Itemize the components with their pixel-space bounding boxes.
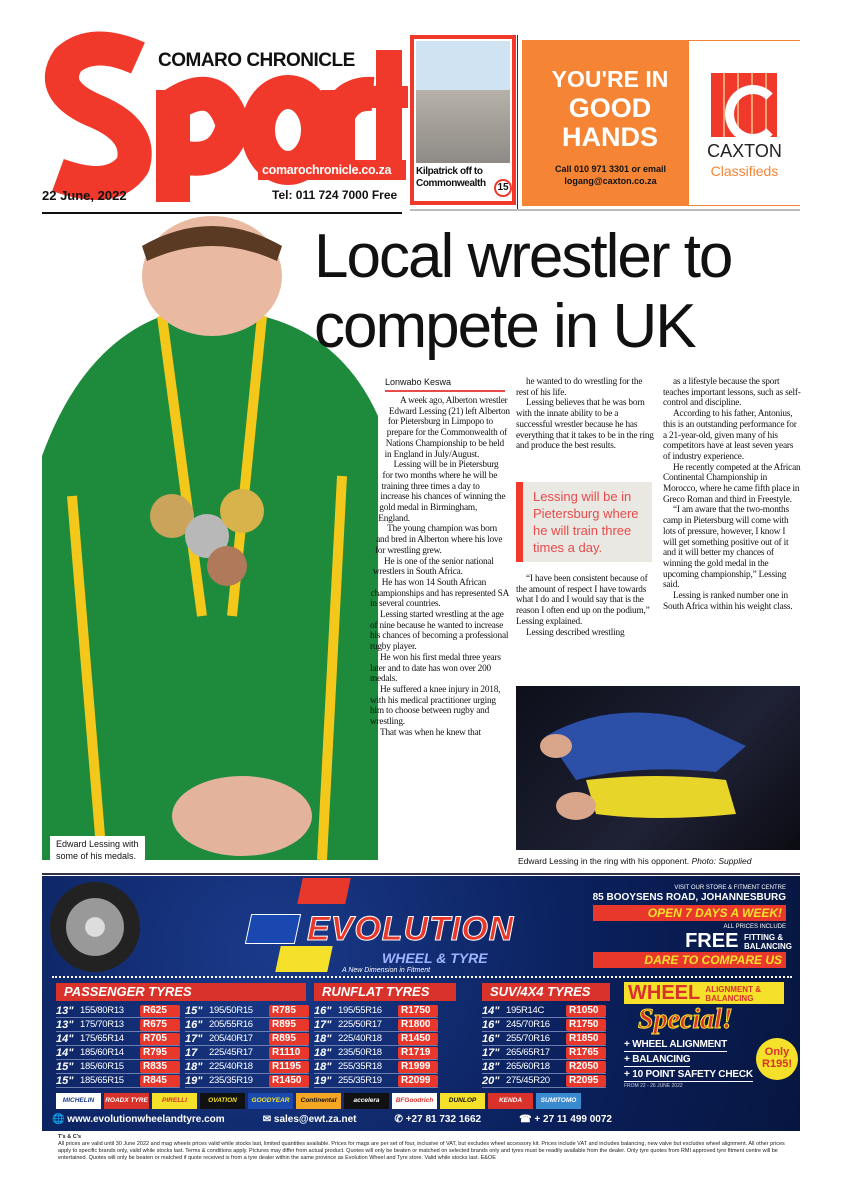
paragraph: The young champion was born and bred in Alberton where his love for wrestling grew. bbox=[375, 524, 503, 556]
tyre-price: R705 bbox=[140, 1033, 180, 1045]
tyre-size: 16" bbox=[185, 1018, 203, 1031]
tyre-price: R625 bbox=[140, 1005, 180, 1017]
website-link[interactable]: 🌐 www.evolutionwheelandtyre.com bbox=[52, 1114, 225, 1125]
tyre-code: 205/40R17 bbox=[209, 1033, 253, 1044]
tyre-size: 17" bbox=[314, 1018, 332, 1031]
paragraph: He is one of the senior national wrestlers in South Africa. bbox=[372, 556, 494, 578]
tyre-size: 14" bbox=[482, 1004, 500, 1017]
paragraph: That was when he knew that bbox=[380, 727, 481, 738]
tyre-size: 16" bbox=[314, 1004, 332, 1017]
section-runflat: RUNFLAT TYRES bbox=[314, 983, 456, 1001]
tyre-code: 185/60R14 bbox=[80, 1047, 124, 1058]
tyre-price: R895 bbox=[269, 1019, 309, 1031]
tyre-size: 19" bbox=[314, 1074, 332, 1087]
tyre-code: 225/40R18 bbox=[338, 1033, 382, 1044]
masthead-title: COMARO CHRONICLE bbox=[158, 50, 355, 71]
caxton-logo-icon bbox=[711, 73, 777, 137]
paragraph: He has won 14 South African championships and has represented SA in several countries. bbox=[370, 577, 509, 610]
article-headline: Local wrestler to compete in UK bbox=[314, 222, 732, 361]
tyre-price: R835 bbox=[140, 1061, 180, 1073]
tyre-price: R1450 bbox=[398, 1033, 438, 1045]
price-row bbox=[56, 1046, 180, 1060]
tyre-icon bbox=[50, 882, 140, 972]
price-row bbox=[56, 1060, 180, 1074]
logo-sub: WHEEL & TYRE bbox=[382, 950, 488, 966]
masthead-tel: Tel: 011 724 7000 Free bbox=[272, 188, 398, 202]
paragraph: Lessing described wrestling bbox=[526, 627, 625, 638]
section-passenger: PASSENGER TYRES bbox=[56, 983, 306, 1001]
price-row bbox=[56, 1074, 180, 1088]
paragraph: According to his father, Antonius, this is an outstanding performance for a 21-year-old, given many of his competitors have at least seven years of industry experience. bbox=[663, 409, 797, 462]
tyre-size: 16" bbox=[482, 1018, 500, 1031]
logo-tagline: A New Dimension in Fitment bbox=[342, 967, 431, 974]
paragraph: He suffered a knee injury in 2018, with his medical practitioner urging him to choose between rugby and wrestling. bbox=[370, 684, 501, 728]
ad-headline: YOU'RE IN GOOD HANDS bbox=[551, 66, 669, 152]
photo2-caption: Edward Lessing in the ring with his opponent. Photo: Supplied bbox=[518, 856, 752, 866]
tyre-price: R895 bbox=[269, 1033, 309, 1045]
tyre-price: R2099 bbox=[398, 1075, 438, 1087]
wheel-special: WHEEL ALIGNMENT & BALANCING Special! + WHEEL ALIGNMENT + BALANCING + 10 POINT SAFETY CHECK Only R195! FROM 22 - 26 JUNE 2022 bbox=[622, 982, 798, 1092]
price-row bbox=[185, 1018, 309, 1032]
issue-date: 22 June, 2022 bbox=[42, 188, 127, 203]
tyre-code: 225/45R17 bbox=[209, 1047, 253, 1058]
price-row bbox=[482, 1074, 606, 1088]
price-row bbox=[482, 1004, 606, 1018]
tyre-size: 14" bbox=[56, 1046, 74, 1059]
article-column-2b bbox=[516, 574, 654, 638]
paragraph: as a lifestyle because the sport teaches important lessons, such as self-control and discipline. bbox=[663, 377, 801, 409]
brand-logo: KENDA bbox=[488, 1093, 533, 1109]
tyre-code: 235/35R19 bbox=[209, 1075, 253, 1086]
brand-logo: OVATION bbox=[200, 1093, 245, 1109]
price-row bbox=[482, 1032, 606, 1046]
tyre-code: 185/65R15 bbox=[80, 1075, 124, 1086]
tyre-price: R1765 bbox=[566, 1047, 606, 1059]
tyre-code: 225/50R17 bbox=[338, 1019, 382, 1030]
price-row bbox=[56, 1004, 180, 1018]
tyre-code: 175/70R13 bbox=[80, 1019, 124, 1030]
tyre-size: 14" bbox=[56, 1032, 74, 1045]
caxton-ad[interactable] bbox=[522, 40, 800, 206]
tyre-size: 17" bbox=[185, 1032, 203, 1045]
tyre-code: 205/55R16 bbox=[209, 1019, 253, 1030]
tyre-code: 255/35R18 bbox=[338, 1061, 382, 1072]
divider bbox=[517, 35, 518, 210]
caxton-brand: CAXTON bbox=[707, 141, 782, 161]
tyre-code: 175/65R14 bbox=[80, 1033, 124, 1044]
brand-logo: ROADX TYRE bbox=[104, 1093, 149, 1109]
price-row bbox=[314, 1018, 438, 1032]
tyre-price: R1050 bbox=[566, 1005, 606, 1017]
tyre-size: 17 bbox=[185, 1046, 198, 1059]
paragraph: Lessing started wrestling at the age of nine because he wanted to increase his chances of becoming a professional rugby player. bbox=[370, 610, 509, 653]
brand-logo: accelera bbox=[344, 1093, 389, 1109]
tyre-size: 16" bbox=[482, 1032, 500, 1045]
contact-bar bbox=[52, 1114, 612, 1125]
price-row bbox=[185, 1074, 309, 1088]
wrestling-photo bbox=[516, 686, 800, 850]
whatsapp-link[interactable]: ✆ +27 81 732 1662 bbox=[394, 1114, 482, 1125]
tyre-price: R1999 bbox=[398, 1061, 438, 1073]
tyre-code: 155/80R13 bbox=[80, 1005, 124, 1016]
price-row bbox=[482, 1060, 606, 1074]
tyre-code: 255/35R19 bbox=[338, 1075, 382, 1086]
evolution-tyre-ad[interactable] bbox=[42, 876, 800, 1131]
tyre-price: R1110 bbox=[269, 1047, 309, 1059]
price-list bbox=[314, 1004, 438, 1088]
tyre-size: 13" bbox=[56, 1004, 74, 1017]
byline: Lonwabo Keswa bbox=[385, 377, 505, 392]
divider bbox=[42, 873, 800, 875]
tyre-code: 245/70R16 bbox=[506, 1019, 550, 1030]
phone-icon: ☎ bbox=[519, 1114, 532, 1125]
ad-contact: Call 010 971 3301 or email logang@caxton.co.za bbox=[554, 164, 667, 186]
price-row bbox=[56, 1018, 180, 1032]
paragraph: “I am aware that the two-months camp in Pietersburg will come with lots of pressure, however, I know I will get something positive out of it and it will better my chances of winning the gold medal in the upcoming championship,” Lessing said. bbox=[663, 505, 789, 591]
tyre-size: 18" bbox=[314, 1060, 332, 1073]
tyre-price: R675 bbox=[140, 1019, 180, 1031]
tyre-code: 255/70R16 bbox=[506, 1033, 550, 1044]
store-info: VISIT OUR STORE & FITMENT CENTRE 85 BOOYSENS ROAD, JOHANNESBURG OPEN 7 DAYS A WEEK! ALL PRICES INCLUDE FREE FITTING & BALANCING DARE TO COMPARE US bbox=[592, 885, 792, 967]
price-row bbox=[185, 1032, 309, 1046]
brand-logo: Continental bbox=[296, 1093, 341, 1109]
paragraph: Lessing is ranked number one in South Africa within his weight class. bbox=[663, 591, 793, 612]
price-row bbox=[314, 1060, 438, 1074]
tyre-size: 17" bbox=[482, 1046, 500, 1059]
price-list bbox=[56, 1004, 180, 1088]
section-suv: SUV/4X4 TYRES bbox=[482, 983, 610, 1001]
tyre-code: 195/50R15 bbox=[209, 1005, 253, 1016]
cyclist-photo bbox=[416, 41, 510, 163]
tyre-size: 13" bbox=[56, 1018, 74, 1031]
email-link[interactable]: ✉ sales@ewt.za.net bbox=[262, 1114, 357, 1125]
price-row bbox=[185, 1004, 309, 1018]
evolution-logo: EVOLUTION bbox=[307, 910, 515, 948]
tyre-code: 265/60R18 bbox=[506, 1061, 550, 1072]
price-row bbox=[314, 1046, 438, 1060]
logo-shape bbox=[245, 914, 301, 944]
tyre-size: 15" bbox=[56, 1074, 74, 1087]
price-list bbox=[185, 1004, 309, 1088]
tyre-size: 20" bbox=[482, 1074, 500, 1087]
tyre-code: 235/50R18 bbox=[338, 1047, 382, 1058]
price-row bbox=[482, 1046, 606, 1060]
tyre-code: 265/65R17 bbox=[506, 1047, 550, 1058]
paragraph: he wanted to do wrestling for the rest of his life. bbox=[516, 377, 643, 398]
brand-strip bbox=[56, 1093, 581, 1109]
terms: T's & C's All prices are valid until 30 June 2022 and mag wheels prices valid while stocks last, limited quantities available. Prices for mags are per set of four, inclusive of VAT, but excludes wheel accessory kit. Prices include VAT and includes balancing, new valve but excludes wheel alignment. All other prices apply to specific brands only, valid while stocks last. Terms & conditions apply. Pictures may differ from actual product. Quotes will only be beaten or matched on selected brands only and tyres must be readily available from the dealer. Only tyre quotes from RMI approved tyre fitment centre will be entertained. Quotes will only be beaten or matched if quote received is from a tyre dealer within the same province as Evolution Wheel and Tyre store. Valid while stocks last. E&OE bbox=[58, 1134, 785, 1161]
brand-logo: GOODYEAR bbox=[248, 1093, 293, 1109]
caxton-sub: Classifieds bbox=[710, 163, 779, 179]
price-row bbox=[56, 1032, 180, 1046]
tyre-size: 18" bbox=[314, 1046, 332, 1059]
paragraph: He recently competed at the African Continental Championship in Morocco, where he came fifth place in Greco Roman and third in Freestyle. bbox=[663, 462, 801, 505]
brand-logo: DUNLOP bbox=[440, 1093, 485, 1109]
price-row bbox=[314, 1004, 438, 1018]
article-column-1 bbox=[370, 396, 510, 739]
tyre-price: R1450 bbox=[269, 1075, 309, 1087]
tyre-code: 225/40R18 bbox=[209, 1061, 253, 1072]
tyre-price: R1850 bbox=[566, 1033, 606, 1045]
price-row bbox=[185, 1046, 309, 1060]
tyre-code: 195R14C bbox=[506, 1005, 545, 1016]
tyre-size: 19" bbox=[185, 1074, 203, 1087]
tyre-price: R2050 bbox=[566, 1061, 606, 1073]
teaser-caption: Kilpatrick off to Commonwealth bbox=[416, 166, 486, 189]
price-row bbox=[482, 1018, 606, 1032]
tyre-size: 15" bbox=[56, 1060, 74, 1073]
tyre-price: R1750 bbox=[566, 1019, 606, 1031]
teaser-page-number: 15 bbox=[494, 179, 512, 197]
tyre-price: R1195 bbox=[269, 1061, 309, 1073]
brand-logo: SUMITOMO bbox=[536, 1093, 581, 1109]
price-row bbox=[314, 1032, 438, 1046]
tyre-size: 18" bbox=[482, 1060, 500, 1073]
tyre-size: 18" bbox=[185, 1060, 203, 1073]
tyre-price: R1800 bbox=[398, 1019, 438, 1031]
tyre-price: R845 bbox=[140, 1075, 180, 1087]
mail-icon: ✉ bbox=[262, 1114, 272, 1125]
price-list bbox=[482, 1004, 606, 1088]
masthead-url[interactable]: comarochronicle.co.za bbox=[258, 160, 406, 180]
article-column-3 bbox=[663, 377, 801, 612]
paragraph: Lessing believes that he was born with the innate ability to be a successful wrestler because he has everything that it takes to be in the ring and produce the best results. bbox=[516, 398, 654, 452]
tyre-price: R2095 bbox=[566, 1075, 606, 1087]
divider bbox=[52, 976, 792, 978]
paragraph: Lessing will be in Pietersburg for two months where he will be training three times a day to increase his chances of winning the gold medal in Birmingham, England. bbox=[378, 460, 506, 524]
brand-logo: BFGoodrich bbox=[392, 1093, 437, 1109]
tyre-size: 15" bbox=[185, 1004, 203, 1017]
brand-logo: PIRELLI bbox=[152, 1093, 197, 1109]
logo-shape bbox=[275, 946, 333, 972]
brand-logo: MICHELIN bbox=[56, 1093, 101, 1109]
tyre-code: 275/45R20 bbox=[506, 1075, 550, 1086]
tyre-code: 195/55R16 bbox=[338, 1005, 382, 1016]
tyre-price: R785 bbox=[269, 1005, 309, 1017]
paragraph: He won his first medal three years later and to date has won over 200 medals. bbox=[370, 652, 501, 685]
tyre-code: 185/60R15 bbox=[80, 1061, 124, 1072]
divider bbox=[42, 212, 402, 214]
globe-icon: 🌐 bbox=[52, 1114, 65, 1125]
price-row bbox=[314, 1074, 438, 1088]
logo-shape bbox=[297, 878, 351, 904]
teaser-box[interactable] bbox=[410, 35, 516, 205]
whatsapp-icon: ✆ bbox=[394, 1114, 403, 1125]
paragraph: A week ago, Alberton wrestler Edward Lessing (21) left Alberton for Pietersburg in Limpopo to prepare for the Commonwealth of Nations Championship to be held in England in July/August. bbox=[384, 396, 510, 460]
phone-link[interactable]: ☎ + 27 11 499 0072 bbox=[519, 1114, 612, 1125]
price-row bbox=[185, 1060, 309, 1074]
price-badge: Only R195! bbox=[756, 1038, 798, 1080]
photo-caption: Edward Lessing with some of his medals. bbox=[50, 836, 145, 864]
article-column-2 bbox=[516, 377, 654, 452]
tyre-price: R795 bbox=[140, 1047, 180, 1059]
paragraph: “I have been consistent because of the amount of respect I have towards what I do and I would say that is the reason I often end up on the podium,” Lessing explained. bbox=[516, 574, 650, 627]
tyre-size: 18" bbox=[314, 1032, 332, 1045]
divider bbox=[410, 209, 800, 211]
tyre-price: R1750 bbox=[398, 1005, 438, 1017]
tyre-price: R1719 bbox=[398, 1047, 438, 1059]
pull-quote: Lessing will be in Pietersburg where he will train three times a day. bbox=[516, 482, 652, 562]
